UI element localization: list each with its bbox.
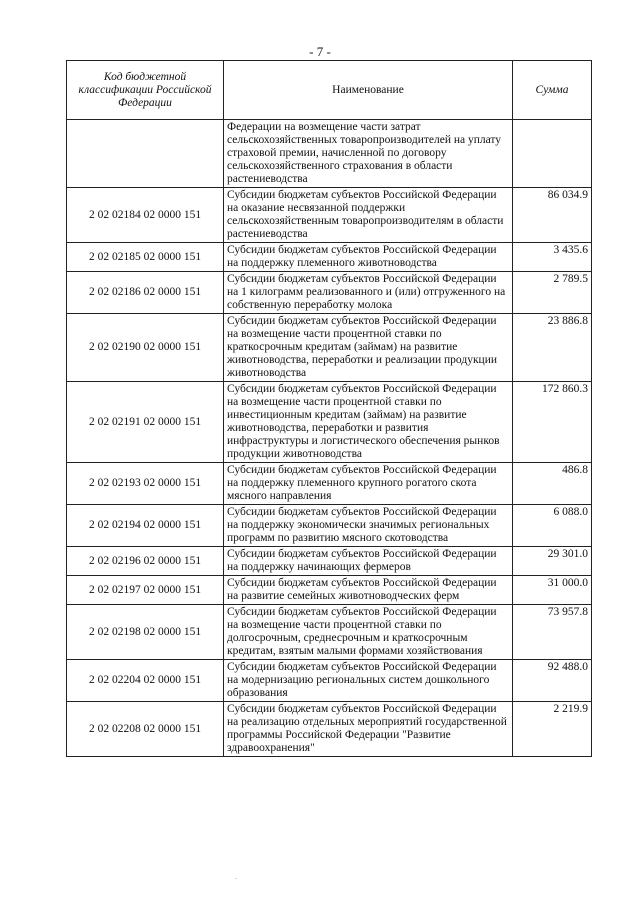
table-row [67, 576, 592, 605]
cell-code: 2 02 02186 02 0000 151 [67, 272, 224, 314]
cell-sum: 23 886.8 [513, 314, 592, 382]
cell-sum: 2 789.5 [513, 272, 592, 314]
cell-code: 2 02 02204 02 0000 151 [67, 660, 224, 702]
cell-code: 2 02 02194 02 0000 151 [67, 505, 224, 547]
header-sum: Сумма [513, 61, 592, 120]
cell-name: Субсидии бюджетам субъектов Российской Федерации на возмещение части процентной ставки по долгосрочным, среднесрочным и краткосрочным кредитам, взятым малыми формами хозяйствования [224, 605, 513, 660]
cell-code: 2 02 02193 02 0000 151 [67, 463, 224, 505]
page-number: - 7 - [309, 44, 331, 59]
cell-name: Субсидии бюджетам субъектов Российской Федерации на поддержку экономически значимых региональных программ по развитию мясного скотоводства [224, 505, 513, 547]
cell-sum: 31 000.0 [513, 576, 592, 605]
cell-name: Субсидии бюджетам субъектов Российской Федерации на развитие семейных животноводческих ферм [224, 576, 513, 605]
cell-sum: 29 301.0 [513, 547, 592, 576]
cell-name: Субсидии бюджетам субъектов Российской Федерации на поддержку начинающих фермеров [224, 547, 513, 576]
cell-sum: 172 860.3 [513, 382, 592, 463]
cell-sum: 486.8 [513, 463, 592, 505]
table-row [67, 188, 592, 243]
table-row [67, 702, 592, 757]
table-row [67, 505, 592, 547]
table-row [67, 547, 592, 576]
cell-sum: 92 488.0 [513, 660, 592, 702]
cell-name: Субсидии бюджетам субъектов Российской Федерации на возмещение части процентной ставки по краткосрочным кредитам (займам) на развитие животноводства, переработки и реализации продукции животноводства [224, 314, 513, 382]
cell-name: Субсидии бюджетам субъектов Российской Федерации на поддержку племенного животноводства [224, 243, 513, 272]
table-row [67, 463, 592, 505]
budget-table [66, 60, 592, 757]
cell-code: 2 02 02198 02 0000 151 [67, 605, 224, 660]
table-row [67, 243, 592, 272]
cell-code: 2 02 02185 02 0000 151 [67, 243, 224, 272]
cell-name: Субсидии бюджетам субъектов Российской Федерации на модернизацию региональных систем дошкольного образования [224, 660, 513, 702]
cell-sum: 86 034.9 [513, 188, 592, 243]
cell-name: Субсидии бюджетам субъектов Российской Федерации на возмещение части процентной ставки по инвестиционным кредитам (займам) на развитие животноводства, переработки и развития инфраструктуры и логистического обеспечения рынков продукции животноводства [224, 382, 513, 463]
table-row [67, 660, 592, 702]
table-row [67, 382, 592, 463]
cell-sum [513, 120, 592, 188]
cell-code: 2 02 02196 02 0000 151 [67, 547, 224, 576]
cell-name: Субсидии бюджетам субъектов Российской Федерации на 1 килограмм реализованного и (или) отгруженного на собственную переработку молока [224, 272, 513, 314]
table-row [67, 272, 592, 314]
cell-name: Субсидии бюджетам субъектов Российской Федерации на оказание несвязанной поддержки сельскохозяйственным товаропроизводителям в области растениеводства [224, 188, 513, 243]
table-header-row [67, 61, 592, 120]
cell-code: 2 02 02190 02 0000 151 [67, 314, 224, 382]
cell-name: Федерации на возмещение части затрат сельскохозяйственных товаропроизводителей на уплату страховой премии, начисленной по договору сельскохозяйственного страхования в области растениеводства [224, 120, 513, 188]
table-row [67, 120, 592, 188]
cell-code: 2 02 02184 02 0000 151 [67, 188, 224, 243]
header-code: Код бюджетной классификации Российской Федерации [67, 61, 224, 120]
cell-code: 2 02 02191 02 0000 151 [67, 382, 224, 463]
cell-code [67, 120, 224, 188]
cell-code: 2 02 02197 02 0000 151 [67, 576, 224, 605]
cell-name: Субсидии бюджетам субъектов Российской Федерации на поддержку племенного крупного рогатого скота мясного направления [224, 463, 513, 505]
table-body [67, 120, 592, 757]
cell-sum: 2 219.9 [513, 702, 592, 757]
cell-sum: 3 435.6 [513, 243, 592, 272]
cell-sum: 6 088.0 [513, 505, 592, 547]
table-row [67, 314, 592, 382]
cell-name: Субсидии бюджетам субъектов Российской Федерации на реализацию отдельных мероприятий государственной программы Российской Федерации "Развитие здравоохранения" [224, 702, 513, 757]
header-name: Наименование [224, 61, 513, 120]
cell-code: 2 02 02208 02 0000 151 [67, 702, 224, 757]
cell-sum: 73 957.8 [513, 605, 592, 660]
table-row [67, 605, 592, 660]
scan-speck: . [235, 872, 237, 881]
